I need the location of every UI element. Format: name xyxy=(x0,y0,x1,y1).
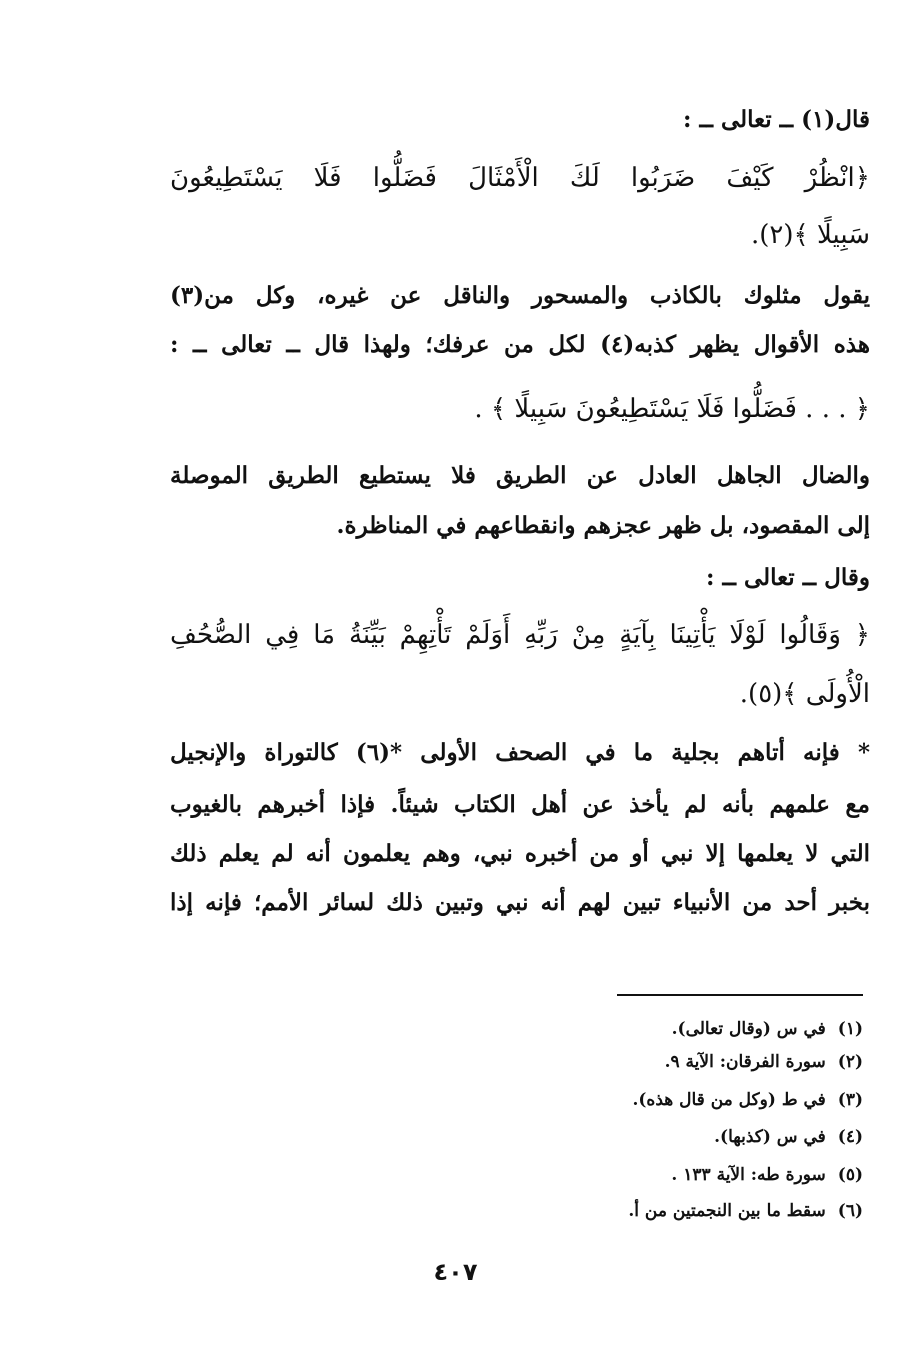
text-line: هذه الأقوال يظهر كذبه(٤) لكل من عرفك؛ ولهذا قال ــ تعالى ــ : xyxy=(170,331,870,358)
footnote-text: سورة الفرقان: الآية ٩. xyxy=(664,1052,826,1072)
text-line: * فإنه أتاهم بجلية ما في الصحف الأولى *(٦) كالتوراة والإنجيل xyxy=(170,739,870,766)
footnote xyxy=(672,1016,863,1042)
main-text xyxy=(170,0,870,930)
text-line: إلى المقصود، بل ظهر عجزهم وانقطاعهم في المناظرة. xyxy=(336,512,870,539)
footnote-divider xyxy=(617,994,863,996)
quran-verse-line: ﴿انْظُرْ كَيْفَ ضَرَبُوا لَكَ الْأَمْثَالَ فَضَلُّوا فَلَا يَسْتَطِيعُونَ xyxy=(170,163,870,193)
footnote-number: (٦) xyxy=(837,1201,863,1221)
text-line: والضال الجاهل العادل عن الطريق فلا يستطيع الطريق الموصلة xyxy=(170,462,870,489)
footnote-text: سورة طه: الآية ١٣٣ . xyxy=(671,1165,826,1185)
quran-verse-line: سَبِيلًا ﴾(٢). xyxy=(750,220,870,250)
footnote-number: (٢) xyxy=(837,1052,863,1072)
text-line: بخبر أحد من الأنبياء تبين لهم أنه نبي وتبين ذلك لسائر الأمم؛ فإنه إذا xyxy=(170,889,870,916)
footnote-number: (٥) xyxy=(837,1165,863,1185)
page-number: ٤٠٧ xyxy=(433,1258,478,1286)
quran-verse-line: ﴿ . . . فَضَلُّوا فَلَا يَسْتَطِيعُونَ سَبِيلًا ﴾ . xyxy=(474,394,870,424)
text-line: مع علمهم بأنه لم يأخذ عن أهل الكتاب شيئاً. فإذا أخبرهم بالغيوب xyxy=(170,791,870,818)
footnote xyxy=(714,1124,863,1150)
footnote xyxy=(665,1049,863,1075)
footnote xyxy=(632,1087,863,1113)
footnote-text: سقط ما بين النجمتين من أ. xyxy=(628,1201,826,1221)
footnote xyxy=(671,1162,863,1188)
quran-verse-line: الْأُولَى ﴾(٥). xyxy=(739,679,870,709)
footnote-text: في س (وقال تعالى). xyxy=(671,1019,826,1039)
text-line: قال(١) ــ تعالى ــ : xyxy=(682,106,870,133)
text-line: يقول مثلوك بالكاذب والمسحور والناقل عن غيره، وكل من(٣) xyxy=(170,282,870,309)
footnotes xyxy=(560,1010,863,1220)
footnote-number: (٣) xyxy=(837,1090,863,1110)
quran-verse-line: ﴿ وَقَالُوا لَوْلَا يَأْتِينَا بِآيَةٍ مِنْ رَبِّهِ أَوَلَمْ تَأْتِهِمْ بَيِّنَةُ مَا فِي الصُّحُفِ xyxy=(170,620,870,650)
footnote xyxy=(628,1198,863,1224)
text-line: التي لا يعلمها إلا نبي أو من أخبره نبي، وهم يعلمون أنه لم يعلم ذلك xyxy=(170,840,870,867)
footnote-number: (٤) xyxy=(837,1127,863,1147)
text-line: وقال ــ تعالى ــ : xyxy=(706,564,870,591)
footnote-text: في ط (وكل من قال هذه). xyxy=(632,1090,826,1110)
footnote-text: في س (كذبها). xyxy=(714,1127,826,1147)
footnote-number: (١) xyxy=(837,1019,863,1039)
